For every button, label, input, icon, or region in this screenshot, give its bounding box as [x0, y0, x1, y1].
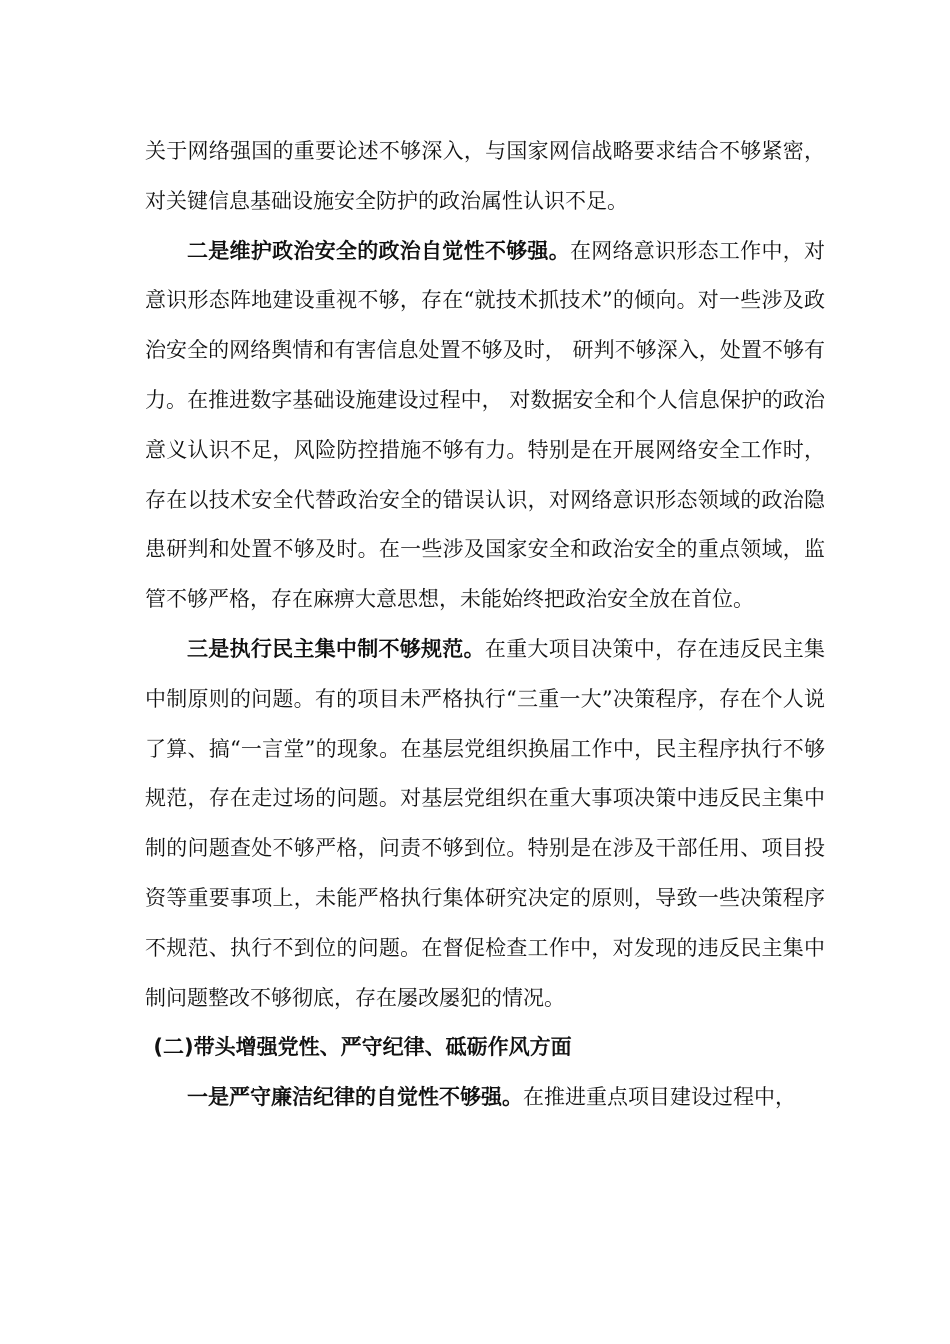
paragraph-text: 在推进重点项目建设过程中，: [523, 1085, 796, 1110]
paragraph-democratic-centralism: [145, 625, 825, 1023]
paragraph-lead: 三是执行民主集中制不够规范。: [187, 636, 485, 661]
paragraph-text: 在重大项目决策中，存在违反民主集中制原则的问题。有的项目未严格执行“三重一大”决策程序，存在个人说了算、搞“一言堂”的现象。在基层党组织换届工作中，民主程序执行不够规范，存在走过场的问题。对基层党组织在重大事项决策中违反民主集中制的问题查处不够严格，问责不够到位。特别是在涉及干部任用、项目投资等重要事项上，未能严格执行集体研究决定的原则，导致一些决策程序不规范、执行不到位的问题。在督促检查工作中，对发现的违反民主集中制问题整改不够彻底，存在屡改屡犯的情况。: [145, 636, 826, 1010]
paragraph-political-security: [145, 227, 825, 625]
document-body: [145, 127, 825, 1123]
section-heading: (二)带头增强党性、严守纪律、砥砺作风方面: [153, 1035, 572, 1060]
paragraph-integrity-discipline: [145, 1073, 825, 1123]
paragraph-lead: 一是严守廉洁纪律的自觉性不够强。: [187, 1085, 523, 1110]
paragraph-text: 在网络意识形态工作中，对意识形态阵地建设重视不够，存在“就技术抓技术”的倾向。对一些涉及政治安全的网络舆情和有害信息处置不够及时， 研判不够深入，处置不够有力。在推进数字基础设施建设过程中， 对数据安全和个人信息保护的政治意义认识不足，风险防控措施不够有力。特别是在开展网络安全工作时，存在以技术安全代替政治安全的错误认识，对网络意识形态领域的政治隐患研判和处置不够及时。在一些涉及国家安全和政治安全的重点领域，监管不够严格，存在麻痹大意思想，未能始终把政治安全放在首位。: [145, 238, 826, 612]
paragraph-continuation: [145, 127, 825, 227]
paragraph-lead: 二是维护政治安全的政治自觉性不够强。: [187, 238, 570, 263]
paragraph-text: 关于网络强国的重要论述不够深入，与国家网信战略要求结合不够紧密，对关键信息基础设施安全防护的政治属性认识不足。: [145, 139, 825, 213]
